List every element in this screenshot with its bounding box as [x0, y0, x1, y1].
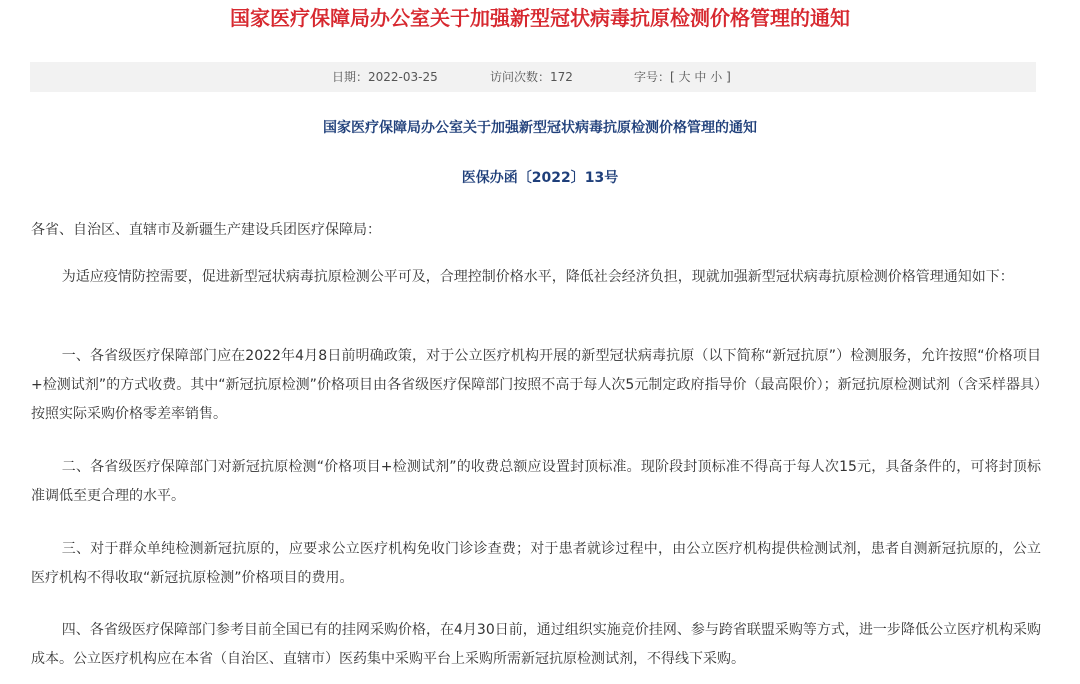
font-size-small-link[interactable]: 小 — [710, 70, 723, 84]
page-title: 国家医疗保障局办公室关于加强新型冠状病毒抗原检测价格管理的通知 — [230, 6, 850, 30]
paragraph-intro: 为适应疫情防控需要，促进新型冠状病毒抗原检测公平可及，合理控制价格水平，降低社会经济负担，现就加强新型冠状病毒抗原检测价格管理通知如下： — [61, 269, 1014, 285]
paragraph-item-2: 二、各省级医疗保障部门对新冠抗原检测“价格项目+检测试剂”的收费总额应设置封顶标准。现阶段封顶标准不得高于每人次15元，具备条件的，可将封顶标准调低至更合理的水平。 — [31, 459, 1041, 504]
salutation: 各省、自治区、直辖市及新疆生产建设兵团医疗保障局： — [31, 222, 381, 238]
font-bracket-close: ] — [726, 70, 731, 84]
article-meta-bar — [30, 62, 1036, 92]
visits-label: 访问次数： — [490, 70, 551, 84]
font-bracket-open: [ — [670, 70, 675, 84]
date-value: 2022-03-25 — [368, 70, 438, 84]
font-size-switcher — [634, 62, 731, 92]
visit-count — [490, 62, 573, 92]
date-label: 日期： — [332, 70, 369, 84]
publish-date — [332, 62, 438, 92]
font-size-large-link[interactable]: 大 — [678, 70, 691, 84]
font-size-label: 字号： — [634, 70, 671, 84]
paragraph-item-1: 一、各省级医疗保障部门应在2022年4月8日前明确政策，对于公立医疗机构开展的新型冠状病毒抗原（以下简称“新冠抗原”）检测服务，允许按照“价格项目+检测试剂”的方式收费。其中“新冠抗原检测”价格项目由各省级医疗保障部门按照不高于每人次5元制定政府指导价（最高限价）；新冠抗原检测试剂（含采样器具）按照实际采购价格零差率销售。 — [31, 348, 1041, 422]
visits-value: 172 — [550, 70, 573, 84]
paragraph-item-4: 四、各省级医疗保障部门参考目前全国已有的挂网采购价格，在4月30日前，通过组织实施竞价挂网、参与跨省联盟采购等方式，进一步降低公立医疗机构采购成本。公立医疗机构应在本省（自治区、直辖市）医药集中采购平台上采购所需新冠抗原检测试剂，不得线下采购。 — [31, 622, 1041, 667]
document-number: 医保办函〔2022〕13号 — [461, 170, 619, 186]
paragraph-item-3: 三、对于群众单纯检测新冠抗原的，应要求公立医疗机构免收门诊诊查费；对于患者就诊过程中，由公立医疗机构提供检测试剂，患者自测新冠抗原的，公立医疗机构不得收取“新冠抗原检测”价格项目的费用。 — [31, 541, 1041, 586]
document-title: 国家医疗保障局办公室关于加强新型冠状病毒抗原检测价格管理的通知 — [323, 120, 757, 136]
font-size-medium-link[interactable]: 中 — [694, 70, 707, 84]
